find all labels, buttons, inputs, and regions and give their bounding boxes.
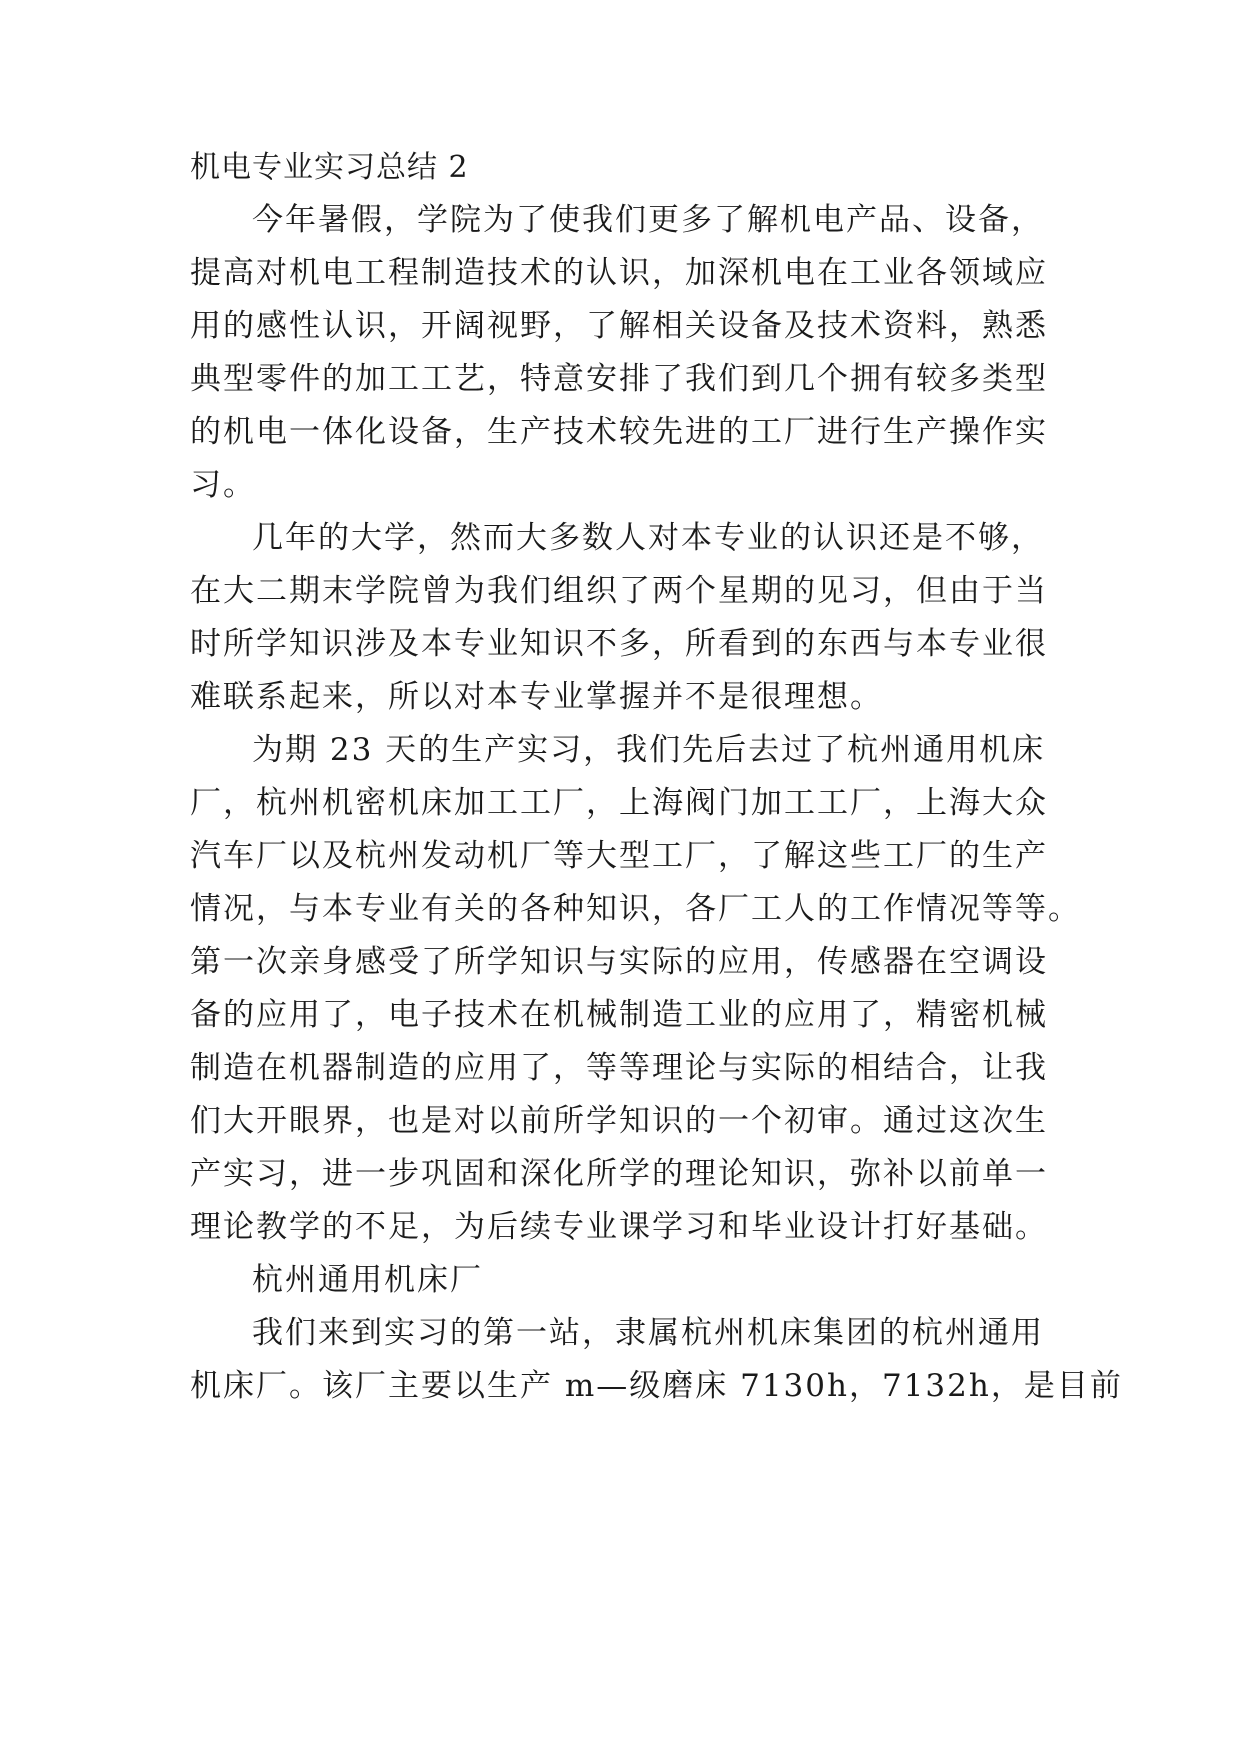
- paragraph-line: 今年暑假，学院为了使我们更多了解机电产品、设备，: [252, 202, 1044, 238]
- paragraph-line: 汽车厂以及杭州发动机厂等大型工厂，了解这些工厂的生产: [190, 838, 1048, 874]
- paragraph-line: 们大开眼界，也是对以前所学知识的一个初审。通过这次生: [190, 1103, 1048, 1139]
- section-heading: 杭州通用机床厂: [252, 1262, 483, 1298]
- paragraph-line: 产实习，进一步巩固和深化所学的理论知识，弥补以前单一: [190, 1156, 1048, 1192]
- paragraph-line: 情况，与本专业有关的各种知识，各厂工人的工作情况等等。: [190, 891, 1081, 927]
- paragraph-line: 提高对机电工程制造技术的认识，加深机电在工业各领域应: [190, 255, 1048, 291]
- paragraph-line: 理论教学的不足，为后续专业课学习和毕业设计打好基础。: [190, 1209, 1048, 1245]
- paragraph-line: 几年的大学，然而大多数人对本专业的认识还是不够，: [252, 520, 1044, 556]
- paragraph-line: 时所学知识涉及本专业知识不多，所看到的东西与本专业很: [190, 626, 1048, 662]
- paragraph-line: 为期 23 天的生产实习，我们先后去过了杭州通用机床: [252, 732, 1046, 768]
- paragraph-line: 用的感性认识，开阔视野，了解相关设备及技术资料，熟悉: [190, 308, 1048, 344]
- paragraph-line: 难联系起来，所以对本专业掌握并不是很理想。: [190, 679, 883, 715]
- paragraph-line: 厂，杭州机密机床加工工厂，上海阀门加工工厂，上海大众: [190, 785, 1048, 821]
- document-title: 机电专业实习总结 2: [190, 150, 469, 185]
- paragraph-line: 典型零件的加工工艺，特意安排了我们到几个拥有较多类型: [190, 361, 1048, 397]
- paragraph-line: 制造在机器制造的应用了，等等理论与实际的相结合，让我: [190, 1050, 1048, 1086]
- paragraph-line: 的机电一体化设备，生产技术较先进的工厂进行生产操作实: [190, 414, 1048, 450]
- paragraph-line: 在大二期末学院曾为我们组织了两个星期的见习，但由于当: [190, 573, 1048, 609]
- paragraph-line: 第一次亲身感受了所学知识与实际的应用，传感器在空调设: [190, 944, 1048, 980]
- paragraph-line: 我们来到实习的第一站，隶属杭州机床集团的杭州通用: [252, 1315, 1044, 1351]
- paragraph-line: 备的应用了，电子技术在机械制造工业的应用了，精密机械: [190, 997, 1048, 1033]
- paragraph-line: 习。: [190, 467, 256, 503]
- paragraph-line: 机床厂。该厂主要以生产 m—级磨床 7130h，7132h，是目前: [190, 1368, 1123, 1404]
